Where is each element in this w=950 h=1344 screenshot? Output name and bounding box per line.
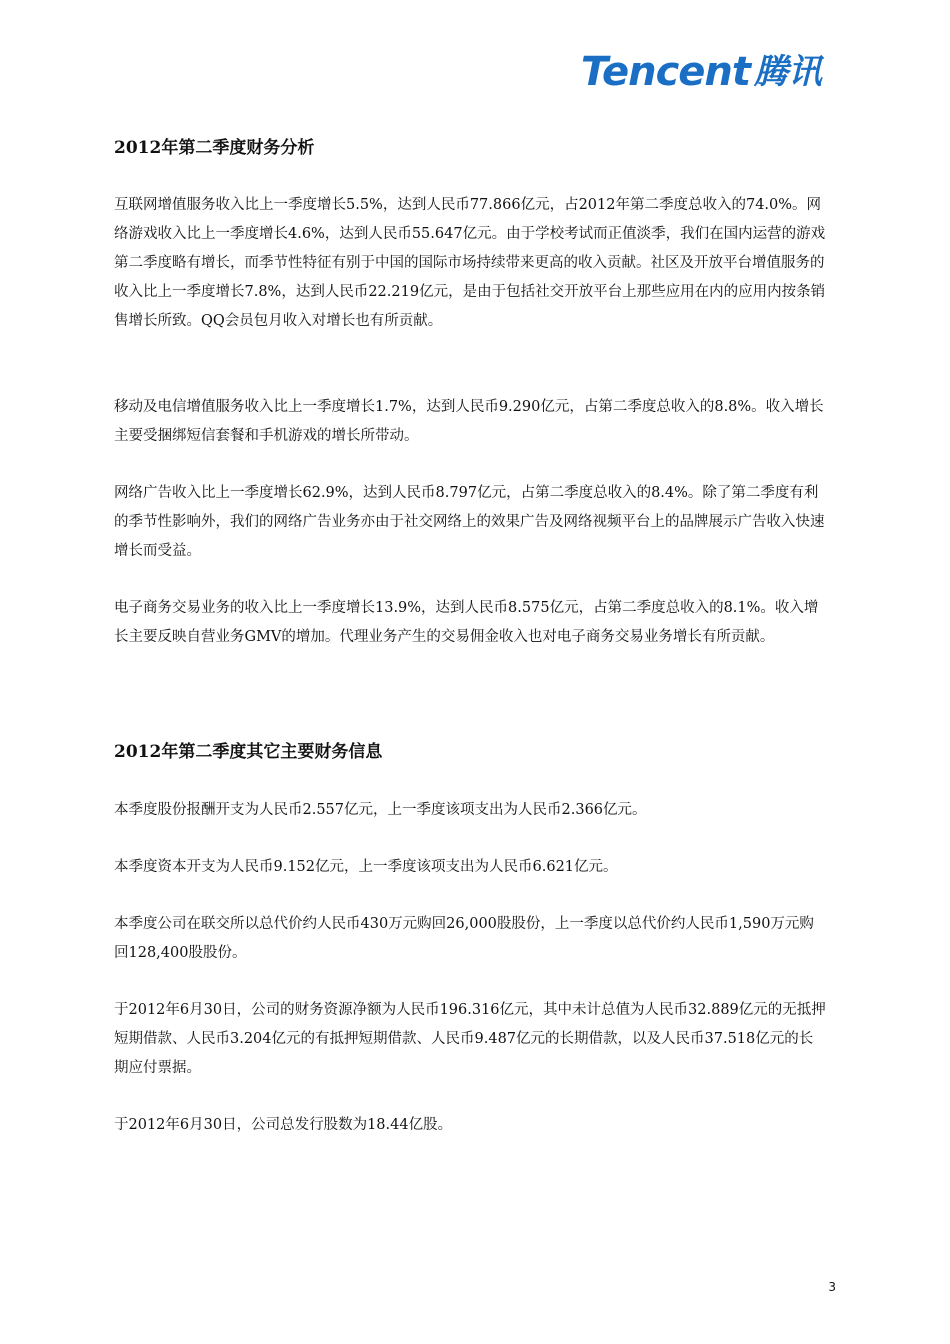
paragraph-internet-vas: 互联网增值服务收入比上一季度增长5.5%，达到人民币77.866亿元，占2012年第二季度总收入的74.0%。网络游戏收入比上一季度增长4.6%，达到人民币55.647亿元。由于学校考试而正值淡季，我们在国内运营的游戏第二季度略有增长，而季节性特征有别于中国的国际市场持续带来更高的收入贡献。社区及开放平台增值服务的收入比上一季度增长7.8%，达到人民币22.219亿元，是由于包括社交开放平台上那些应用在内的应用内按条销售增长所致。QQ会员包月收入对增长也有所贡献。 bbox=[114, 197, 826, 329]
paragraph-share-buyback: 本季度公司在联交所以总代价约人民币430万元购回26,000股股份，上一季度以总代价约人民币1,590万元购回128,400股股份。 bbox=[114, 916, 814, 961]
section-heading-financial-analysis: 2012年第二季度财务分析 bbox=[114, 138, 315, 158]
page-number: 3 bbox=[828, 1280, 836, 1294]
paragraph-online-advertising: 网络广告收入比上一季度增长62.9%，达到人民币8.797亿元，占第二季度总收入的8.4%。除了第二季度有利的季节性影响外，我们的网络广告业务亦由于社交网络上的效果广告及网络视频平台上的品牌展示广告收入快速增长而受益。 bbox=[114, 485, 825, 559]
paragraph-share-compensation: 本季度股份报酬开支为人民币2.557亿元，上一季度该项支出为人民币2.366亿元。 bbox=[114, 802, 647, 818]
paragraph-ecommerce: 电子商务交易业务的收入比上一季度增长13.9%，达到人民币8.575亿元，占第二季度总收入的8.1%。收入增长主要反映自营业务GMV的增加。代理业务产生的交易佣金收入也对电子商务交易业务增长有所贡献。 bbox=[114, 600, 819, 645]
section-heading-other-financial-info: 2012年第二季度其它主要财务信息 bbox=[114, 742, 383, 762]
paragraph-mobile-telecom-vas: 移动及电信增值服务收入比上一季度增长1.7%，达到人民币9.290亿元，占第二季度总收入的8.8%。收入增长主要受捆绑短信套餐和手机游戏的增长所带动。 bbox=[114, 399, 824, 444]
paragraph-capex: 本季度资本开支为人民币9.152亿元，上一季度该项支出为人民币6.621亿元。 bbox=[114, 859, 618, 875]
tencent-logo bbox=[580, 49, 822, 95]
logo-text-cn: 腾讯 bbox=[754, 52, 822, 92]
paragraph-financial-resources: 于2012年6月30日，公司的财务资源净额为人民币196.316亿元，其中未计总值为人民币32.889亿元的无抵押短期借款、人民币3.204亿元的有抵押短期借款、人民币9.487亿元的长期借款，以及人民币37.518亿元的长期应付票据。 bbox=[114, 1002, 826, 1076]
paragraph-shares-outstanding: 于2012年6月30日，公司总发行股数为18.44亿股。 bbox=[114, 1117, 453, 1133]
logo-text-en: Tencent bbox=[580, 49, 750, 95]
